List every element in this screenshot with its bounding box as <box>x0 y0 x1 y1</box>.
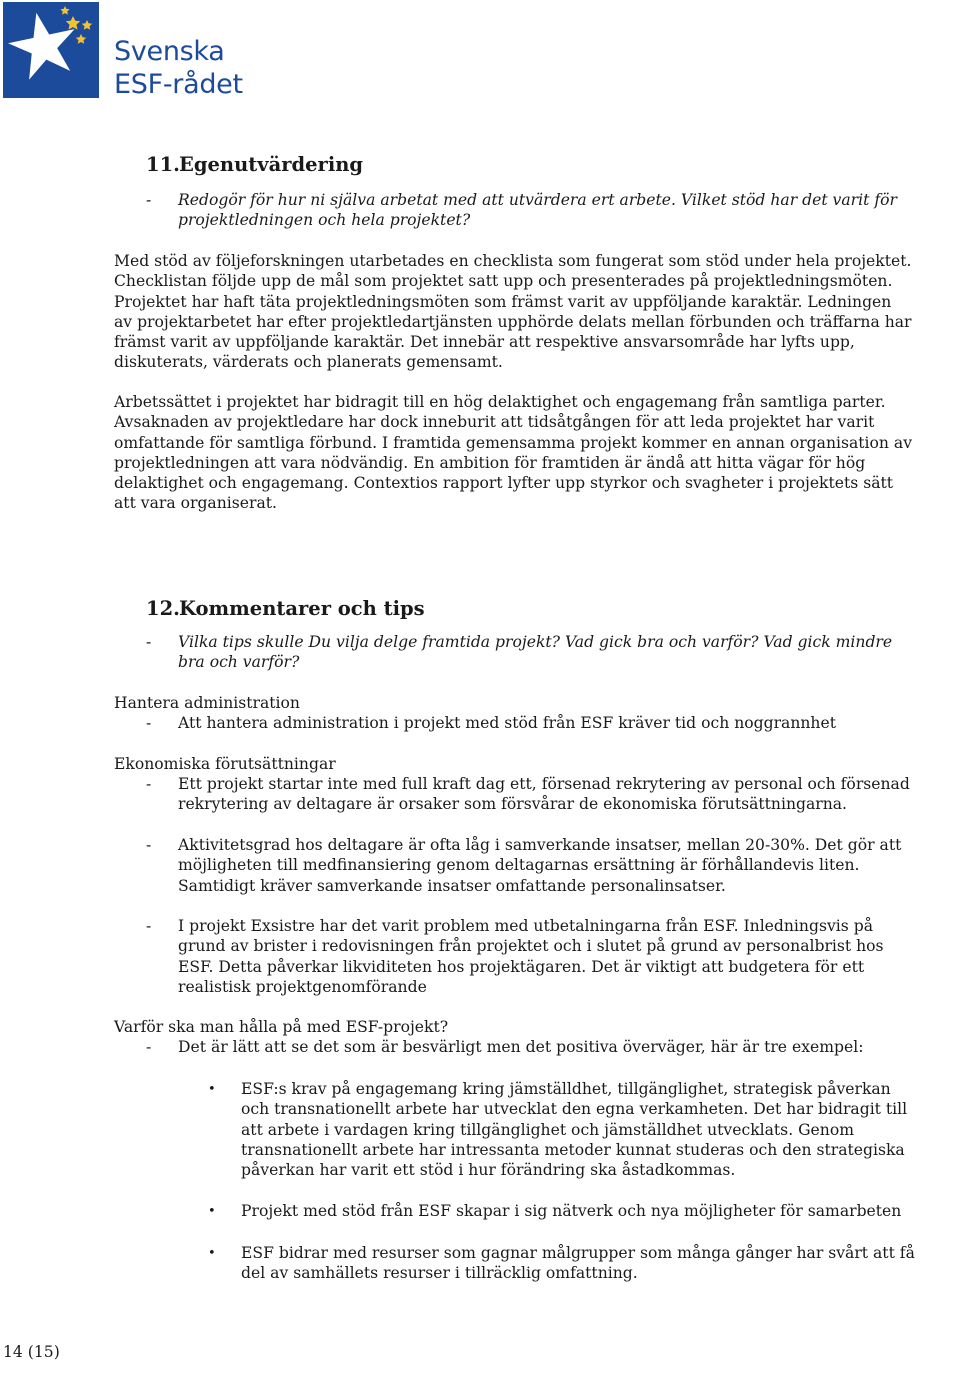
bullet-text: ESF:s krav på engagemang kring jämställdhet, tillgänglighet, strategisk påverkan och transnationellt arbete har utvecklat den egna verkamheten. Det har bidragit till att arbete i vardagen kring tillgänglighet och jämställdhet utvecklats. Genom transnationellt arbete har intressanta metoder kunnat studeras och den strategiska påverkan har varit ett stöd i hur förändring ska åstadkommas. <box>241 1080 908 1180</box>
logo-wordmark <box>114 36 243 102</box>
admin-heading: Hantera administration <box>114 694 300 712</box>
dash-marker: - <box>146 633 152 651</box>
section-number: 11. <box>146 153 180 176</box>
bullet-text: ESF bidrar med resurser som gagnar målgrupper som många gånger har svårt att få del av samhällets resurser i tillräcklig omfattning. <box>241 1244 915 1283</box>
logo-line-1: Svenska <box>114 36 225 67</box>
page-number: 14 (15) <box>3 1343 60 1361</box>
logo-line-2: ESF-rådet <box>114 69 243 100</box>
dash-marker: - <box>146 917 152 935</box>
list-item-text: Att hantera administration i projekt med stöd från ESF kräver tid och noggrannhet <box>178 714 836 732</box>
dash-marker: - <box>146 191 152 209</box>
list-item-text: Det är lätt att se det som är besvärligt men det positiva överväger, här är tre exempel: <box>178 1038 864 1056</box>
eu-star-icon <box>3 2 99 98</box>
section-11-paragraph-2: Arbetssättet i projektet har bidragit till en hög delaktighet och engagemang från samtliga parter. Avsaknaden av projektledare har dock inneburit att tidsåtgången för att leda projektet har varit omfattande för samtliga förbund. I framtida gemensamma projekt kommer en annan organisation av projektledningen att vara nödvändig. En ambition för framtiden är ändå att hitta vägar för hög delaktighet och engagemang. Contextios rapport lyfter upp styrkor och svagheter i projektets sätt att vara organiserat. <box>114 393 913 513</box>
section-number: 12. <box>146 597 180 620</box>
question-text: Redogör för hur ni själva arbetat med att utvärdera ert arbete. Vilket stöd har det varit för projektledningen och hela projektet? <box>178 191 897 230</box>
list-item-text: Aktivitetsgrad hos deltagare är ofta låg i samverkande insatser, mellan 20-30%. Det gör att möjligheten till medfinansiering genom deltagarnas ersättning är förhållandevis liten. Samtidigt kräver samverkande insatser omfattande personalinsatser. <box>178 836 902 895</box>
dash-marker: - <box>146 714 152 732</box>
dash-marker: - <box>146 836 152 854</box>
list-item-text: I projekt Exsistre har det varit problem med utbetalningarna från ESF. Inledningsvis på grund av brister i redovisningen från projektet och i slutet på grund av personalbrist hos ESF. Detta påverkar likviditeten hos projektägaren. Det är viktigt att budgetera för ett realistisk projektgenomförande <box>178 917 884 996</box>
bullet-marker: • <box>208 1204 216 1219</box>
section-11-heading <box>146 153 363 177</box>
section-title: Kommentarer och tips <box>179 597 425 620</box>
section-12-heading <box>146 597 425 621</box>
dash-marker: - <box>146 1038 152 1056</box>
why-heading: Varför ska man hålla på med ESF-projekt? <box>114 1018 449 1036</box>
bullet-text: Projekt med stöd från ESF skapar i sig nätverk och nya möjligheter för samarbeten <box>241 1202 902 1220</box>
bullet-marker: • <box>208 1246 216 1261</box>
dash-marker: - <box>146 775 152 793</box>
question-text: Vilka tips skulle Du vilja delge framtida projekt? Vad gick bra och varför? Vad gick mindre bra och varför? <box>178 633 893 672</box>
section-title: Egenutvärdering <box>179 153 364 176</box>
list-item-text: Ett projekt startar inte med full kraft dag ett, försenad rekrytering av personal och försenad rekrytering av deltagare är orsaker som försvårar de ekonomiska förutsättningarna. <box>178 775 910 814</box>
bullet-marker: • <box>208 1082 216 1097</box>
section-11-paragraph-1: Med stöd av följeforskningen utarbetades en checklista som fungerat som stöd under hela projektet. Checklistan följde upp de mål som projektet satt upp och presenterades på projektledningsmöten. Projektet har haft täta projektledningsmöten som främst varit av uppföljande karaktär. Ledningen av projektarbetet har efter projektledartjänsten upphörde delats mellan förbunden och träffarna har främst varit av uppföljande karaktär. Det innebär att respektive ansvarsområde har lyfts upp, diskuterats, värderats och planerats gemensamt. <box>114 252 912 372</box>
econ-heading: Ekonomiska förutsättningar <box>114 755 336 773</box>
